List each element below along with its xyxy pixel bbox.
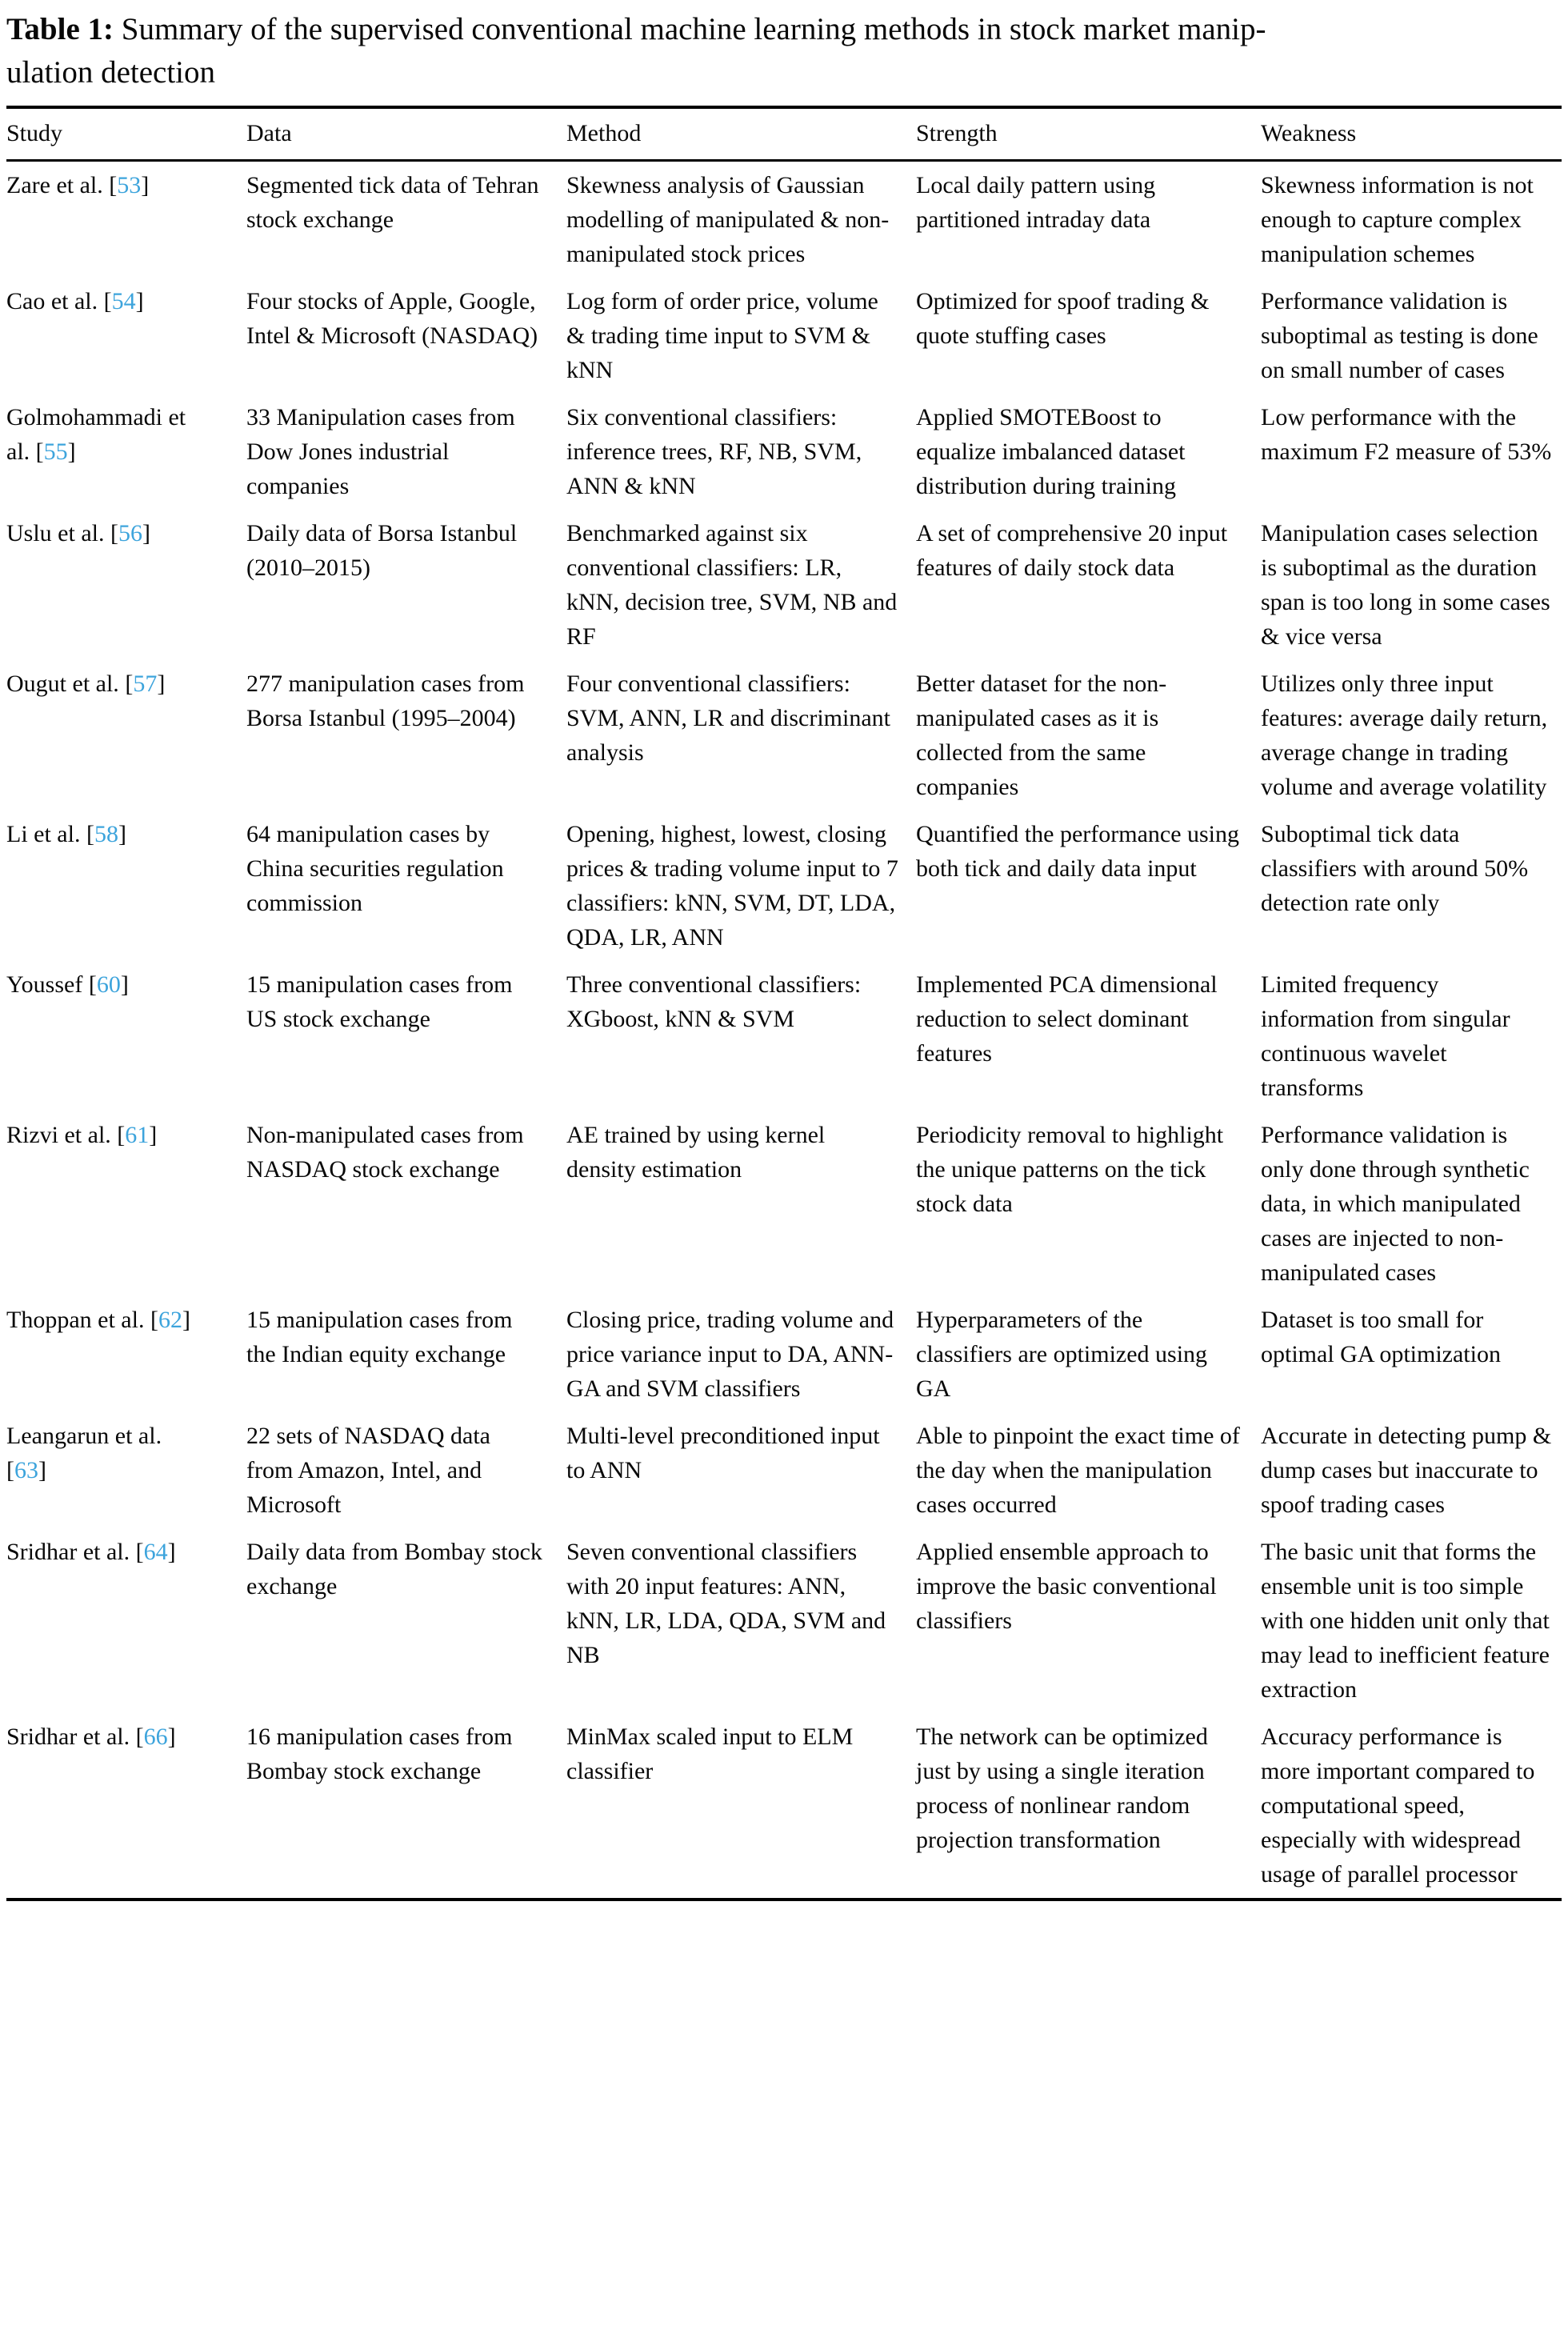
strength-cell: Hyperparameters of the classifiers are optimized using GA: [916, 1307, 1208, 1402]
citation-number[interactable]: 57: [133, 671, 158, 697]
study-cell: [6, 161, 246, 278]
table-caption: [6, 8, 1562, 94]
study-cell: [6, 1412, 246, 1528]
study-name: Cao et al.: [6, 288, 98, 314]
table-row: [6, 1713, 1562, 1900]
citation-open-bracket: [: [103, 288, 112, 314]
study-cell: [6, 1296, 246, 1412]
column-header-study: Study: [6, 107, 246, 161]
weakness-cell: Accuracy performance is more important compared to computational speed, especially with widespread usage of parallel processor: [1261, 1723, 1535, 1888]
citation-number[interactable]: 60: [96, 971, 121, 998]
citation-open-bracket: [: [35, 438, 44, 465]
data-cell: 15 manipulation cases from US stock exchange: [246, 971, 513, 1032]
citation: [136, 1539, 176, 1565]
strength-cell: Able to pinpoint the exact time of the day when the manipulation cases occurred: [916, 1423, 1240, 1518]
method-cell: Log form of order price, volume & trading time input to SVM & kNN: [566, 288, 878, 383]
strength-cell: Applied ensemble approach to improve the basic conventional classifiers: [916, 1539, 1217, 1634]
citation-open-bracket: [: [6, 1457, 14, 1483]
citation: [150, 1307, 190, 1333]
citation-close-bracket: ]: [182, 1307, 190, 1333]
column-header-strength: Strength: [916, 107, 1261, 161]
method-cell: Multi-level preconditioned input to ANN: [566, 1423, 880, 1483]
citation-close-bracket: ]: [120, 971, 129, 998]
study-cell: [6, 510, 246, 660]
method-cell: Six conventional classifiers: inference trees, RF, NB, SVM, ANN & kNN: [566, 404, 862, 499]
citation: [109, 172, 149, 198]
strength-cell: Optimized for spoof trading & quote stuffing cases: [916, 288, 1210, 349]
citation-close-bracket: ]: [149, 1122, 158, 1148]
data-cell: Non-manipulated cases from NASDAQ stock exchange: [246, 1122, 524, 1183]
citation-number[interactable]: 66: [143, 1723, 168, 1750]
weakness-cell: Accurate in detecting pump & dump cases but inaccurate to spoof trading cases: [1261, 1423, 1552, 1518]
citation: [117, 1122, 157, 1148]
strength-cell: Periodicity removal to highlight the unique patterns on the tick stock data: [916, 1122, 1224, 1217]
citation-number[interactable]: 53: [117, 172, 142, 198]
citation-number[interactable]: 58: [94, 821, 118, 847]
citation: [89, 971, 129, 998]
method-cell: Seven conventional classifiers with 20 input features: ANN, kNN, LR, LDA, QDA, SVM and NB: [566, 1539, 886, 1668]
table-row: [6, 660, 1562, 811]
data-cell: Daily data of Borsa Istanbul (2010–2015): [246, 520, 518, 581]
weakness-cell: Performance validation is only done through synthetic data, in which manipulated cases are injected to non-manipulated cases: [1261, 1122, 1530, 1286]
column-header-method: Method: [566, 107, 916, 161]
citation-open-bracket: [: [117, 1122, 126, 1148]
citation-open-bracket: [: [125, 671, 134, 697]
citation-open-bracket: [: [150, 1307, 158, 1333]
citation-number[interactable]: 62: [158, 1307, 182, 1333]
citation-close-bracket: ]: [67, 438, 76, 465]
data-cell: 33 Manipulation cases from Dow Jones industrial companies: [246, 404, 515, 499]
study-name: Sridhar et al.: [6, 1723, 130, 1750]
strength-cell: Local daily pattern using partitioned intraday data: [916, 172, 1156, 233]
study-name: Li et al.: [6, 821, 81, 847]
table-row: [6, 1111, 1562, 1296]
citation-close-bracket: ]: [167, 1539, 176, 1565]
citation-number[interactable]: 63: [14, 1457, 38, 1483]
study-cell: [6, 394, 246, 510]
citation-number[interactable]: 61: [125, 1122, 150, 1148]
weakness-cell: Manipulation cases selection is suboptimal as the duration span is too long in some cases & vice versa: [1261, 520, 1550, 650]
table-row: [6, 161, 1562, 278]
citation-number[interactable]: 64: [143, 1539, 168, 1565]
data-cell: 15 manipulation cases from the Indian equity exchange: [246, 1307, 513, 1367]
data-cell: Four stocks of Apple, Google, Intel & Microsoft (NASDAQ): [246, 288, 538, 349]
study-name: Sridhar et al.: [6, 1539, 130, 1565]
study-name: Ougut et al.: [6, 671, 119, 697]
table-caption-text-line1: Summary of the supervised conventional machine learning methods in stock market manip-: [121, 12, 1266, 46]
data-cell: 22 sets of NASDAQ data from Amazon, Intel, and Microsoft: [246, 1423, 490, 1518]
data-cell: 277 manipulation cases from Borsa Istanbul (1995–2004): [246, 671, 525, 731]
data-cell: 16 manipulation cases from Bombay stock exchange: [246, 1723, 513, 1784]
method-cell: Opening, highest, lowest, closing prices & trading volume input to 7 classifiers: kNN, SVM, DT, LDA, QDA, LR, ANN: [566, 821, 898, 951]
strength-cell: Better dataset for the non-manipulated cases as it is collected from the same companies: [916, 671, 1167, 800]
data-cell: 64 manipulation cases by China securities regulation commission: [246, 821, 504, 916]
table-row: [6, 1412, 1562, 1528]
citation: [86, 821, 126, 847]
table-caption-label: Table 1:: [6, 12, 114, 46]
table-row: [6, 510, 1562, 660]
citation: [36, 438, 76, 465]
strength-cell: Quantified the performance using both tick and daily data input: [916, 821, 1240, 882]
weakness-cell: Performance validation is suboptimal as testing is done on small number of cases: [1261, 288, 1538, 383]
weakness-cell: Low performance with the maximum F2 measure of 53%: [1261, 404, 1552, 465]
weakness-cell: Limited frequency information from singular continuous wavelet transforms: [1261, 971, 1510, 1101]
citation-open-bracket: [: [88, 971, 97, 998]
method-cell: MinMax scaled input to ELM classifier: [566, 1723, 854, 1784]
citation-close-bracket: ]: [141, 172, 150, 198]
citation: [110, 520, 150, 546]
citation-close-bracket: ]: [118, 821, 126, 847]
table-row: [6, 394, 1562, 510]
weakness-cell: The basic unit that forms the ensemble unit is too simple with one hidden unit only that may lead to inefficient feature extraction: [1261, 1539, 1550, 1703]
method-cell: Four conventional classifiers: SVM, ANN, LR and discriminant analysis: [566, 671, 890, 766]
study-name: Zare et al.: [6, 172, 103, 198]
weakness-cell: Skewness information is not enough to capture complex manipulation schemes: [1261, 172, 1534, 267]
method-cell: AE trained by using kernel density estimation: [566, 1122, 826, 1183]
column-header-weakness: Weakness: [1261, 107, 1562, 161]
column-header-data: Data: [246, 107, 566, 161]
citation-close-bracket: ]: [135, 288, 144, 314]
strength-cell: Applied SMOTEBoost to equalize imbalanced dataset distribution during training: [916, 404, 1186, 499]
citation-number[interactable]: 55: [43, 438, 68, 465]
strength-cell: The network can be optimized just by using a single iteration process of nonlinear random projection transformation: [916, 1723, 1208, 1853]
study-cell: [6, 811, 246, 961]
header-row: [6, 107, 1562, 161]
table-row: [6, 278, 1562, 394]
citation-close-bracket: ]: [157, 671, 166, 697]
citation: [136, 1723, 176, 1750]
study-cell: [6, 1713, 246, 1900]
weakness-cell: Dataset is too small for optimal GA optimization: [1261, 1307, 1501, 1367]
weakness-cell: Suboptimal tick data classifiers with around 50% detection rate only: [1261, 821, 1529, 916]
table-row: [6, 1296, 1562, 1412]
table-row: [6, 961, 1562, 1111]
method-cell: Skewness analysis of Gaussian modelling of manipulated & non-manipulated stock prices: [566, 172, 890, 267]
study-cell: [6, 660, 246, 811]
study-cell: [6, 1528, 246, 1713]
citation-close-bracket: ]: [38, 1457, 46, 1483]
citation-open-bracket: [: [135, 1723, 144, 1750]
data-cell: Daily data from Bombay stock exchange: [246, 1539, 542, 1599]
citation-number[interactable]: 56: [118, 520, 142, 546]
citation: [6, 1457, 46, 1483]
data-cell: Segmented tick data of Tehran stock exchange: [246, 172, 539, 233]
summary-table: [6, 106, 1562, 1901]
citation: [125, 671, 165, 697]
strength-cell: A set of comprehensive 20 input features of daily stock data: [916, 520, 1228, 581]
study-name: Youssef: [6, 971, 83, 998]
study-cell: [6, 1111, 246, 1296]
table-caption-text-line2: ulation detection: [6, 55, 216, 90]
citation-close-bracket: ]: [142, 520, 150, 546]
study-cell: [6, 278, 246, 394]
citation: [104, 288, 144, 314]
method-cell: Benchmarked against six conventional classifiers: LR, kNN, decision tree, SVM, NB and RF: [566, 520, 898, 650]
citation-open-bracket: [: [135, 1539, 144, 1565]
table-row: [6, 1528, 1562, 1713]
weakness-cell: Utilizes only three input features: average daily return, average change in trading volume and average volatility: [1261, 671, 1548, 800]
strength-cell: Implemented PCA dimensional reduction to select dominant features: [916, 971, 1218, 1067]
citation-close-bracket: ]: [167, 1723, 176, 1750]
study-name: Thoppan et al.: [6, 1307, 145, 1333]
study-name: Uslu et al.: [6, 520, 105, 546]
citation-open-bracket: [: [109, 172, 118, 198]
table-row: [6, 811, 1562, 961]
study-name: Leangarun et al.: [6, 1423, 162, 1449]
method-cell: Three conventional classifiers: XGboost, kNN & SVM: [566, 971, 862, 1032]
method-cell: Closing price, trading volume and price variance input to DA, ANN-GA and SVM classifiers: [566, 1307, 894, 1402]
citation-number[interactable]: 54: [111, 288, 136, 314]
study-name: Rizvi et al.: [6, 1122, 111, 1148]
citation-open-bracket: [: [110, 520, 118, 546]
study-cell: [6, 961, 246, 1111]
study-name: Golmohammadi et al.: [6, 404, 186, 465]
citation-open-bracket: [: [86, 821, 94, 847]
